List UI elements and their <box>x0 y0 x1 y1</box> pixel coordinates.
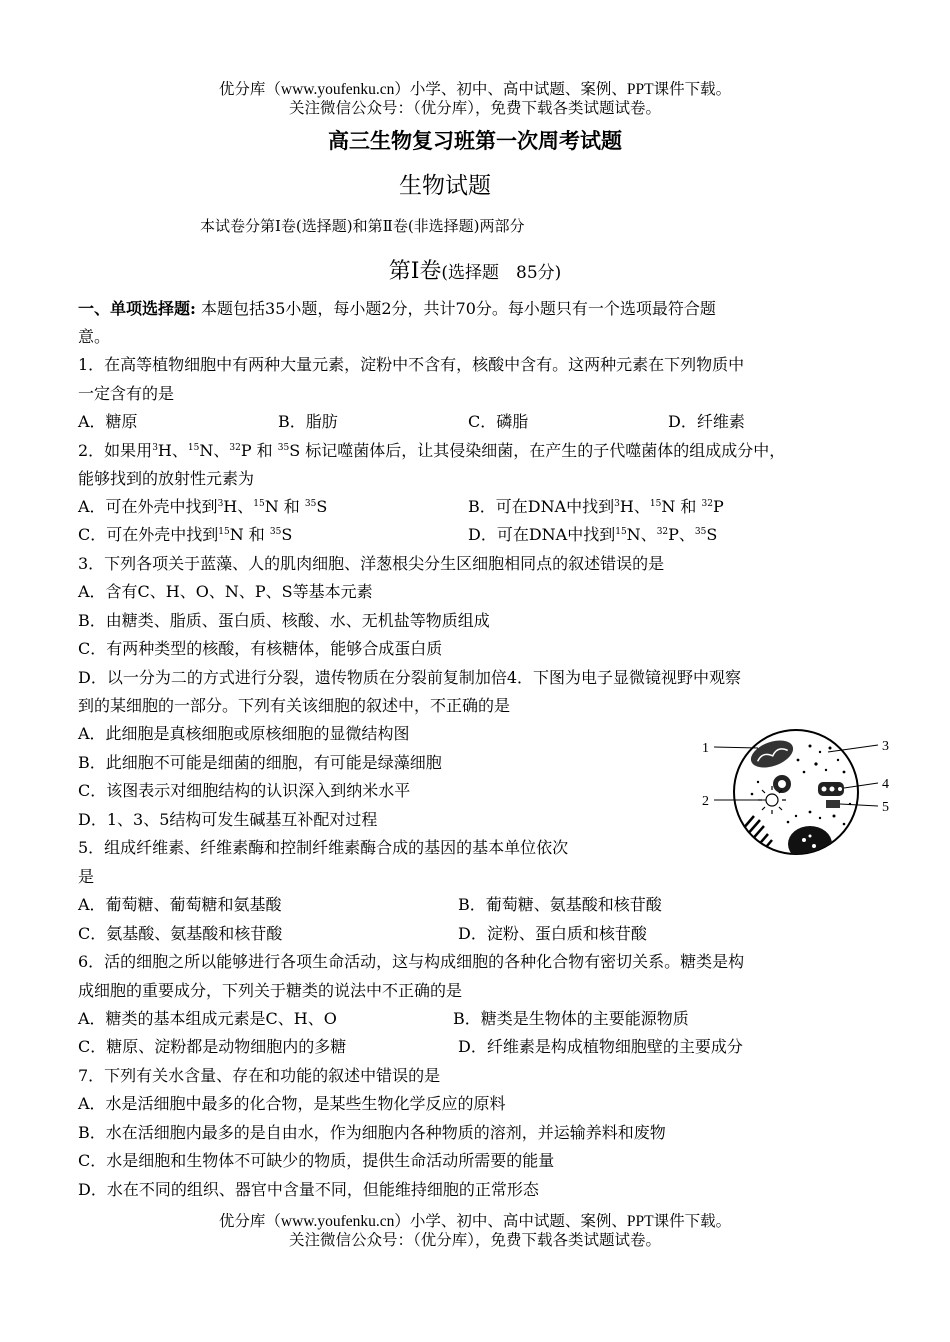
organelle-5 <box>826 800 840 808</box>
part1-title <box>0 254 950 285</box>
figure-label-1: 1 <box>702 741 709 756</box>
header-ad-line1: 优分库（www.youfenku.cn）小学、初中、高中试题、案例、PPT课件下载。 <box>218 81 732 98</box>
q1-stem1: 1．在高等植物细胞中有两种大量元素，淀粉中不含有，核酸中含有。这两种元素在下列物质中 <box>78 355 745 374</box>
q7-option-a: A．水是活细胞中最多的化合物，是某些生物化学反应的原料 <box>78 1094 506 1113</box>
q5-option-b: B．葡萄糖、氨基酸和核苷酸 <box>458 895 662 914</box>
q1-option-b: B．脂肪 <box>278 412 338 431</box>
q2-option-a: A．可在外壳中找到$^3$H、$^{15}$N 和 $^{35}$S <box>78 497 328 516</box>
section1-desc-cont: 意。 <box>78 327 111 346</box>
q7-option-d: D．水在不同的组织、器官中含量不同，但能维持细胞的正常形态 <box>78 1180 539 1199</box>
q5-option-d: D．淀粉、蛋白质和核苷酸 <box>458 924 647 943</box>
figure-label-3: 3 <box>882 739 889 754</box>
q6-option-a: A．糖类的基本组成元素是C、H、O <box>78 1009 337 1028</box>
section1-heading: 一、单项选择题: <box>78 299 196 318</box>
q2-stem2: 能够找到的放射性元素为 <box>78 469 255 488</box>
organelle-2 <box>766 794 778 806</box>
q1-option-d: D．纤维素 <box>668 412 745 431</box>
q2-option-b-text: B．可在DNA中找到 <box>468 497 615 516</box>
q5-stem1: 5．组成纤维素、纤维素酶和控制纤维素酶合成的基因的基本单位依次 <box>78 838 569 857</box>
q7-stem: 7．下列有关水含量、存在和功能的叙述中错误的是 <box>78 1066 441 1085</box>
cell-micrograph-figure <box>700 712 900 872</box>
footer-ad-line2: 关注微信公众号：（优分库），免费下载各类试题试卷。 <box>288 1232 661 1249</box>
q2-option-d-text: D．可在DNA中找到 <box>468 525 616 544</box>
q6-option-b: B．糖类是生物体的主要能源物质 <box>453 1009 689 1028</box>
part1-sub: (选择题 85分) <box>441 263 562 283</box>
q2-stem1-pre: 2．如果用 <box>78 441 153 460</box>
header-ad-line2: 关注微信公众号：（优分库），免费下载各类试题试卷。 <box>288 100 661 117</box>
q4-option-b: B．此细胞不可能是细菌的细胞，有可能是绿藻细胞 <box>78 753 442 772</box>
footer-ad-line1: 优分库（www.youfenku.cn）小学、初中、高中试题、案例、PPT课件下载。 <box>218 1213 732 1230</box>
q2-stem1: 2．如果用$^3$H、$^{15}$N、$^{32}$P 和 $^{35}$S 标记噬菌体后，让其侵染细菌，在产生的子代噬菌体的组成成分中， <box>78 441 786 460</box>
q4-option-a: A．此细胞是真核细胞或原核细胞的显微结构图 <box>78 724 410 743</box>
q2-stem1-post: 标记噬菌体后，让其侵染细菌，在产生的子代噬菌体的组成成分中， <box>305 441 786 460</box>
q6-stem1: 6．活的细胞之所以能够进行各项生命活动，这与构成细胞的各种化合物有密切关系。糖类是构 <box>78 952 745 971</box>
q5-stem2: 是 <box>78 867 95 886</box>
q5-option-c: C．氨基酸、氨基酸和核苷酸 <box>78 924 283 943</box>
q4-stem2: 到的某细胞的一部分。下列有关该细胞的叙述中，不正确的是 <box>78 696 511 715</box>
section1-heading-line <box>78 298 716 320</box>
q5-option-a: A．葡萄糖、葡萄糖和氨基酸 <box>78 895 282 914</box>
q2-option-b: B．可在DNA中找到$^3$H、$^{15}$N 和 $^{32}$P <box>468 497 724 516</box>
q3-option-d: D．以一分为二的方式进行分裂，遗传物质在分裂前复制加倍4．下图为电子显微镜视野中观察 <box>78 668 742 687</box>
q2-option-c: C．可在外壳中找到$^{15}$N 和 $^{35}$S <box>78 525 293 544</box>
q6-stem2: 成细胞的重要成分，下列关于糖类的说法中不正确的是 <box>78 981 463 1000</box>
q1-option-c: C．磷脂 <box>468 412 529 431</box>
q1-option-a: A．糖原 <box>78 412 138 431</box>
section1-desc: 本题包括35小题，每小题2分，共计70分。每小题只有一个选项最符合题 <box>201 299 716 318</box>
q7-option-c: C．水是细胞和生物体不可缺少的物质，提供生命活动所需要的能量 <box>78 1151 555 1170</box>
q3-stem: 3．下列各项关于蓝藻、人的肌肉细胞、洋葱根尖分生区细胞相同点的叙述错误的是 <box>78 554 665 573</box>
q2-option-c-text: C．可在外壳中找到 <box>78 525 219 544</box>
q2-option-d: D．可在DNA中找到$^{15}$N、$^{32}$P、$^{35}$S <box>468 525 718 544</box>
q3-option-b: B．由糖类、脂质、蛋白质、核酸、水、无机盐等物质组成 <box>78 611 490 630</box>
q4-option-d: D．1、3、5结构可发生碱基互补配对过程 <box>78 810 378 829</box>
figure-label-2: 2 <box>702 794 709 809</box>
figure-label-5: 5 <box>882 800 889 815</box>
q6-option-c: C．糖原、淀粉都是动物细胞内的多糖 <box>78 1037 347 1056</box>
q2-option-a-text: A．可在外壳中找到 <box>78 497 218 516</box>
exam-title: 高三生物复习班第一次周考试题 <box>328 128 622 153</box>
q3-option-a: A．含有C、H、O、N、P、S等基本元素 <box>78 582 373 601</box>
q4-option-c: C．该图表示对细胞结构的认识深入到纳米水平 <box>78 781 411 800</box>
q1-stem2: 一定含有的是 <box>78 384 175 403</box>
part1-label: 第Ⅰ卷 <box>388 259 442 284</box>
q6-option-d: D．纤维素是构成植物细胞壁的主要成分 <box>458 1037 743 1056</box>
q3-option-c: C．有两种类型的核酸，有核糖体，能够合成蛋白质 <box>78 639 443 658</box>
figure-label-4: 4 <box>882 777 889 792</box>
q7-option-b: B．水在活细胞内最多的是自由水，作为细胞内各种物质的溶剂，并运输养料和废物 <box>78 1123 666 1142</box>
exam-subtitle: 生物试题 <box>399 173 491 199</box>
exam-intro: 本试卷分第Ⅰ卷(选择题)和第Ⅱ卷(非选择题)两部分 <box>200 217 525 235</box>
